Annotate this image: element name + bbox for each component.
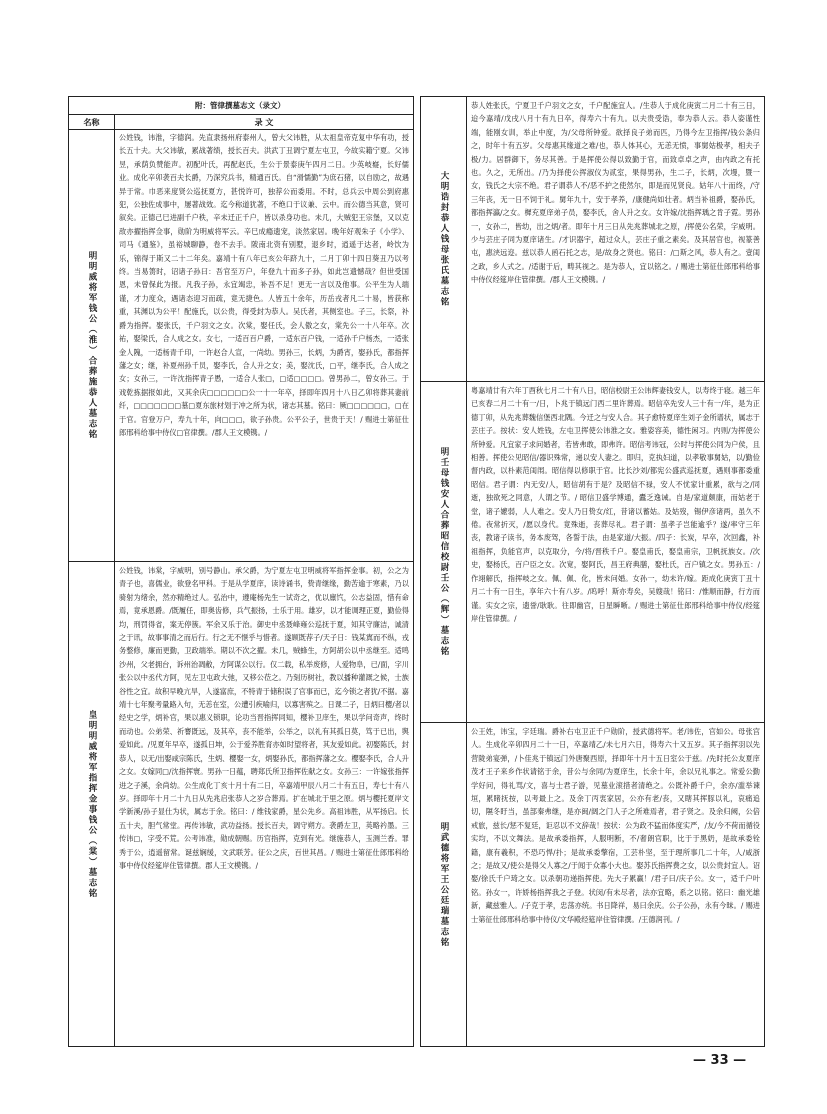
table-header (69, 114, 413, 130)
page-number: — 33 — (693, 1053, 747, 1068)
entry-text: 恭人姓张氏，宁夏卫千户羽文之女，千户配施宜人。/生恭人于成化庚寅二月二十有三日，迨今嘉靖/戊戌八月十有九日卒，得寿六十有九。以夫贵受诰，奉为恭人云。恭人姿谨性端，能刚女训，举止中度，为/父母所钟爱。欲择良子弟而匹，乃得今左卫指挥/钱公条归之，时年十有五岁。父母惠其缘道之难/也，恭人体其心，无恙无愤，事舅姑极孝，相夫子极/力。居群御下，务尽其善。于是挥使公得以致勤于官，而致卓卓之声，由内政之有托也。久之，无所出。/乃为择使公挥淑仪为贰室，果得男孙，生二子，长炳，次墁，暨一女，钱氏之大宗不绝。君子谓恭人不/恶不护之使然尔，即是而见贤良。姑年八十而终，/守三年丧，无一日不饲于礼。舅年九十，安于孝养，/康健尚如壮者。炳当补祖爵，娶孙氏，都指挥瀛/之女。樨充夏庠弟子员，娶李氏，舍人升之女。女许嫁/沈指挥瑀之肯子霓。男孙一，女孙二，皆幼，出之炳/者。即年十月三日从先兆葬城北之原，/挥使公名荣，字威明。少与芸庄子同为夏庠诸生。/才识器宇，超过众人，芸庄子重之素矣。及其居官也，视篆善屯，惠浃远迩。兹以恭人函石托之志，是/故身之贤也。铭曰：/□斯之风，恭人有之。壹闺之政，乡人式之。/适谢于后，畴其视之。是为恭人，宜以铭之。/ 赐进士第征仕郎邢科给事中侍仪经筵岸住管律撰。/郡人王文模镌。/ (471, 101, 760, 285)
right-column (420, 96, 765, 1047)
entry-text: 公姓钱，讳淮，字德润。先直隶扬州府泰州人，曾大父讳胜，从太祖皇帝克复中华有功，授长五十夫。大父讳敏，累战著绩，授长百夫。洪武丁丑调宁夏左屯卫，今故实籍宁夏。父讳昱，承荫负赞能声。初配叶氏，再配赵氏，生公于景泰庚午四月二日。少英岐嶷，长好儒业。成化辛卯袭百夫长爵，乃深究兵书，精通百氏。自“滑懦勤”为庶石猪，以自励之，故遇异于常。巾恶来度贤公巡抚夏方，甚悦许可，独荐公而委用。不时，总兵云中周公到府惠犯，公独佐成事中，屡著战效。迄今称道犹著，不绝口于议兼、云中。而公德当其意，贤可叙矣。正德己巳进副千户秩，辛未迁正千户，皆以杀身功也。未几，大贼犯王宗堡，又以克敌亦擢指挥佥事，勋阶为明威将军云。辛巳成瘾遗宠，淡然家居。晚年好观朱子《小学》、司马《通鉴》，虽裕城聊静，卷不去手。陂南北资有别墅，退乡时，逍遥于达者，岭饮为乐，锦得于斯又二十二年矣。嘉靖十有八年已亥公年跻九十，二月丁卯十四日葵丑乃以考终。当易箦时，诏诸子孙曰：吾官至万户，年登九十而多子孙，如此岂遗憾哉？但世受国恩，未曾保此为报。凡我子孙，永宜竭忠，补吾不足！更无一言以及他事。公平生为人端谨，才力度众，遇诸态迎习而疏，竟无捷色。人皆五十余年，历岳戎者凡二十易，皆获称重，其渊以为公平！配施氏，以公贵，得受封为恭人。吴氏者，其侧室也。子三，长祭，补爵为指挥。娶张氏，千户羽文之女。次棠，娶任氏，会人傲之女，棠先公一十八年卒。次祐，娶梁氏，合人成之女。女七，一适百百户爵，一适东百户钱，一适孙千户杨杰，一适张金人隗，一适杨青千印，一许赵合人宣，一尚幼。男孙三，长炳，为爵宵，娶孙氏，都指挥藩之女；继，补夏州孙千员，娶李氏，合人升之女；美，娶沈氏，□平，继李氏，合人成之女；女孙三，一许沈指挥青子愚，一适合人张□，□适□□□□。曾男孙二，曾女孙三。于戏乾拣据报如此，又其余庆□□□□□□公一十一年卒，择即年四月十八日乙卯将葬其妻前纤，□□□□□□□墓□夏东旅材划于冲之所为状，诸志其墓。铭曰：厥□□□□□□，□在于官。官登万户，寿九十年，向□□□，欲子孙贵。公平公子，世贵于天！/ 赐进士第征仕郎邢科给事中侍仪□官律撰。/郡人王文模镌。/ (119, 133, 409, 437)
table-row (421, 723, 764, 1046)
entry-text: 粤嘉靖廿有六年丁酉秋七月二十有八日，昭信校尉王公讳辉妻钱安人，以寿终于寝。越三年已亥春二月二十有一/日，卜兆于镇远门西二里许葬焉。昭信卒先安人三十有一/年，是为正德丁卯，从先兆葬魏信堡西北隅。今迁之与安人合。其子愈特夏庠生刘子金所谱状，属志于芸庄子。按状：安人姓钱，左屯卫挥使公讳淮之女。雅姿容美，德性闲习。内则/为挥使公所钟爱。凡宜家子求问婚者，若皆弗敢，即弗许。昭信考讳冠，公时与挥使公同为户侯，且相善。挥使公见昭信/器识殊常，递以安人妻之。即归，克执妇道，以孝敬事舅姑，以/勤俭督内政，以朴素范闺闱。昭信得以修职于官。比长沙刘/都宪公盛武巡抚夏，遇则事都委重昭信。君子谓：内无安/人，昭信胡有于是？及昭信不禄，安人不忧家计重累，欲与之/同逝，独欲死之同意，人谓之节。/ 昭信卫盛学博通，蠹乏逸诫。自是/家道颇康，而姑老于堂，诸子嬷弱，人人难之。安人乃日贽女/红，昔诸以蓄姑。及姑歿，锡伊彦诸两，虽久不倦。夜常折灭，/愿以身代。竟殊逝，丧葬尽礼。君子谓：虽孝子岂能逾乎？遂/率守三年丧，教诸子读书，务本废驾，各誓于法，由是家道/大振。/四子：长炭，早卒，次回鑫，补祖指挥，负能官声，以克取分，今/将/晋秩千户。娶皇甫氏，娶皇甫宗，卫帆抚族女。/次史，娶杨氏，百户臣之女。次宽，娶阿氏，昌王府典膳，娶杜氏，百户镇之女。男孙五：/作翊解氏，指挥岐之女。佩、佩、化，皆未问婚。女孙一，幼未许/嫁。距成化庚寅丁丑十月二十有一日生，享年六十有八岁。/呜呼！斯亦寿矣，吴嫂哉！铭曰：/惟顺而静，行方而谨。实女之宗，遗誉/耿耿。往即幽宫，日星瞬晰。/ 赐进士第征仕郎邢科给事中侍仪/经筵岸住管律撰。/ (471, 386, 760, 623)
table-row (421, 97, 764, 382)
entry-text-cell (115, 562, 413, 1046)
entry-name: 明武德将军王公廷瑞墓志铭 (439, 821, 449, 948)
entry-text-cell (467, 97, 764, 381)
entry-name: 大明诰封恭人钱母张氏墓志铭 (439, 170, 449, 308)
entry-name-cell (69, 129, 115, 561)
entry-name-cell (69, 562, 115, 1046)
entry-text-cell (115, 129, 413, 561)
table-row (69, 562, 413, 1046)
entry-name-cell (421, 723, 467, 1046)
entry-text: 公王姓，讳宝，字廷瑞。爵补右屯卫正千户勋阶，授武德将军。老/讳佐，官如公。母张宫人。生成化辛卯四月二十一日，卒嘉靖乙/未七月六日，得寿六十又五岁。其子指挥羽以先营陇弟宴弹，/卜佳兆于镇远门外唐聚西原，择即年十月十五日室公于兹。/先时托公友夏庠茂才王子来乡作状请铭于余，昔公与余同/为夏庠生，长余十年，余以兄礼事之。常爱公勤学好问，得礼骂/文，喜与士君子游，见墓业滚措者清绝之。公既补爵千户，余亦/滥举谏垣，累睹抚按，以考最上之。及余丁丙衷家居，公亦有老/丧，又瞎其挥豚以礼，哀痛追切，隰冬盱当，虽部秦弗继，是亦闽/阔之门人子之所难焉者，君子贤之。及余归阙，公倍戒旅，兹长/惩不复廷，讵忍以不文辞哉！按状：公为政不猛而体度实严，/友/今不荷而循役实均，不以文舞法。是故承委指挥，人服明断，不/奢朗官职，比于于黑奶，是故承委铨籍，康有羲积，不恐巧悍/扑；是故承委擎宿，工芸朴坚，至于理所事几二十年，人/咸浙之；是故又/使公是得父人寡之/于闻于众寡小大也。娶苏氏指挥费之女，以公贵封宜人。诏娶/徐氏千户琦之女。以杀朝功递指挥使。先大子累赢！/君子曰/庆子公。女一，适千户叶铭。孙女一，许娇杨指挥我之子登。状闵/有未尽者，法亦宜略，系之以铭。铭曰：幽光雄新，藏兹雅人。/子克于孝，忠荡亦统。书日降祥，易曰余庆。公子公孙，永有今昧。/ 赐进士第征仕郎邢科给事中侍仪/文华殿经筵岸住管律撰。/王德润刊。/ (471, 727, 760, 924)
entry-name: 明明威将军钱公（淮）合葬施恭人墓志铭 (87, 250, 97, 440)
header-name: 名称 (69, 115, 115, 129)
entry-text-cell (467, 723, 764, 1046)
table-caption: 附：管律撰墓志文（录文） (195, 101, 285, 110)
entry-name-cell (421, 97, 467, 381)
entry-name: 明壬母钱安人合葬昭信校尉壬公（辉）墓志铭 (439, 447, 449, 657)
table-row (69, 129, 413, 562)
entry-text-cell (467, 382, 764, 722)
left-column (68, 96, 414, 1047)
table-row (421, 382, 764, 723)
entry-name: 皇明明威将军指挥金事钱公（棠）墓志铭 (87, 709, 97, 899)
header-text: 录 文 (254, 117, 274, 127)
entry-name-cell (421, 382, 467, 722)
entry-text: 公姓钱，讳棠，字威明，别号静山。承父爵，为宁夏左屯卫明威将军指挥金事。初，公之为青子也，喜儒业，欲登名甲科。于是从学夏庠，读诗诵书，贽青继缘，勤苦逾于寒素，乃以骑射为绪余，然亦精绝过人。弘治中，遵庵杨先生一试奇之，优以廪饩，公志益固，惜有命焉，竟承恩爵。/既履任，即奥齿修，兵气振扬，士乐于用。雄岁，以才能调理正夏，勤俭得均，刑罚得省，案无停簇。军余又乐于治。御史中丞聂峰雍公巡抚于夏，知其守廉洁，诚清之于讯，故事事清之而后行。行之无不惬乎与惜者。遂顾既荐子/天子日：钱某寘而不纵，戎务整修，廉而更勤，卫政端举。期以不次之擢。未几，贼蜂生，方阿胡公以中丞继至。适鸣沙州，父老拥台，诉州治凋敝，方阿谋公以行。仅二载，私举废修，人爱物阜，已/面，字川张公以中丞代方阿，见左卫屯政大弛，又移公莅之。乃刻历树社，教以播种灌溉之候，士族谷性之宜。故积早晚亢旱，人遂富庶，不特青于储积误了官事而已，迄今锁之者犹/不据。嘉靖十七年聚考量路入句，无恙在室，公遭引疾喻归，以寡害殡之。日课二子，日炳曰樱/者以经史之学，炳补官，果以惠义锁职，论功当晋指挥同知，樱补卫庠生，果以学问奇声，终时而动也。公弟荣、祈謇既远，及其卒，丧不能举，公举之，以礼有其孤日莫，笃于已出，舆爱如此。/见夏年早卒，遂孤日坤，公于爱养胜育亦如时望将者，其友爱如此。初娶陈氏，封恭人，以无/出娶咸宗陈氏，生炳、樱娶一女，炳娶孙氏，都指挥藩之女。樱娶李氏，合人升之女。女嫁同□/沈指挥寰。男孙一日蕴，聘郑氏所卫指挥佐献之女。女孙三：一许嫁张指挥进之子溪，余尚幼。公生成化丁亥十月十有二日，卒嘉靖甲辰八月二十有五日，寿七十有八岁。择即年十月二十九日从先兆启张恭人之岁合葬焉。扩在城北于里之原。炳与樱托夏岸文学新溪/孙子显仕为状，属志于余。铭曰：/ 维钱家爵，星公先乡。高祖讳胜，从军扬启。长五十夫，胆气常堂。再传讳敏，武功益扬。授长百夫，调守朔方。袭爵左卫，英略衿墨。三传讳□，字受不荒。公考讳准，勋成朝赐。历官指挥，克到有光。继施恭人，玉测兰香。罪秀于公，逍遥留常。诞兹娴缓，文武联芳。征公之庆，百世其昌。/ 赐进士第征仕郎邢科给事中侍仪经筵岸住管律撰。郡人王文模镌。/ (119, 566, 409, 870)
